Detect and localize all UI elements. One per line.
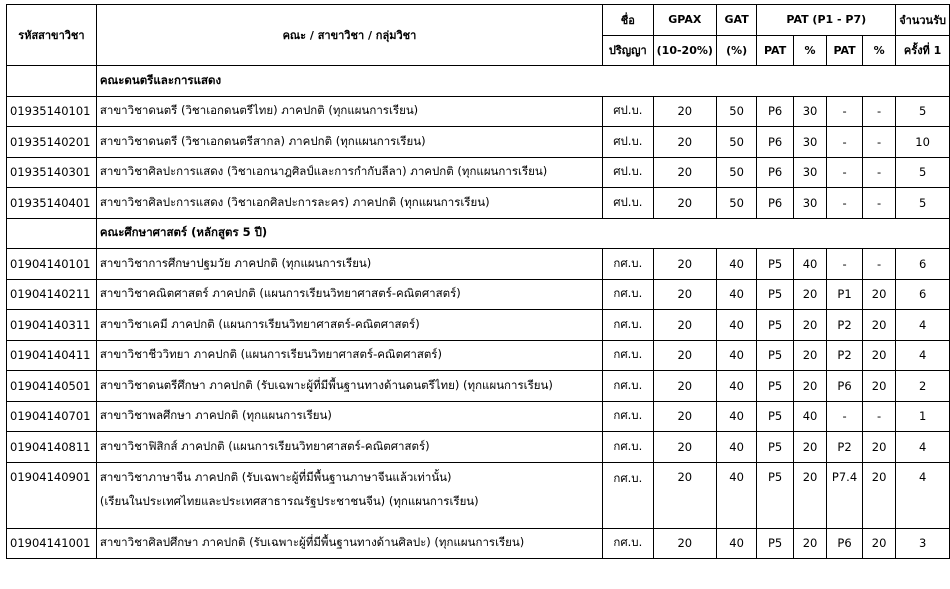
program-code: 01904140501 [7,371,97,402]
degree: กศ.บ. [603,401,654,432]
pat2-percent: - [862,401,895,432]
table-row [7,157,950,188]
degree: กศ.บ. [603,528,654,559]
gpax: 20 [653,96,716,127]
header-gat-top: GAT [716,5,756,36]
pat2-percent: 20 [862,462,895,528]
gat: 50 [716,96,756,127]
seats: 3 [896,528,950,559]
pat1-percent: 30 [793,188,826,219]
degree: กศ.บ. [603,340,654,371]
gpax: 20 [653,340,716,371]
pat2: - [827,188,863,219]
gpax: 20 [653,462,716,528]
gat: 50 [716,188,756,219]
program-code: 01935140401 [7,188,97,219]
gat: 40 [716,462,756,528]
program-name: สาขาวิชาชีววิทยา ภาคปกติ (แผนการเรียนวิทยาศาสตร์-คณิตศาสตร์) [96,340,602,371]
program-name-line1: สาขาวิชาภาษาจีน ภาคปกติ (รับเฉพาะผู้ที่มีพื้นฐานภาษาจีนแล้วเท่านั้น) [99,469,452,484]
seats: 2 [896,371,950,402]
program-name: สาขาวิชาศิลปะการแสดง (วิชาเอกศิลปะการละคร) ภาคปกติ (ทุกแผนการเรียน) [96,188,602,219]
gpax: 20 [653,528,716,559]
header-faculty: คณะ / สาขาวิชา / กลุ่มวิชา [96,5,602,66]
pat1: P5 [757,279,794,310]
header-gat-bottom: (%) [716,35,756,66]
pat1: P6 [757,188,794,219]
header-pat2: PAT [827,35,863,66]
table-row [7,401,950,432]
program-name [96,462,602,528]
section-spacer [7,66,97,97]
gat: 40 [716,432,756,463]
section-spacer [7,218,97,249]
pat1: P5 [757,340,794,371]
pat2: P7.4 [827,462,863,528]
program-code: 01904140411 [7,340,97,371]
table-row [7,462,950,528]
program-code: 01904140211 [7,279,97,310]
section-title: คณะศึกษาศาสตร์ (หลักสูตร 5 ปี) [96,218,949,249]
degree: กศ.บ. [603,249,654,280]
pat1: P6 [757,96,794,127]
pat1: P6 [757,127,794,158]
pat1-percent: 30 [793,157,826,188]
section-row [7,66,950,97]
program-name: สาขาวิชาดนตรีศึกษา ภาคปกติ (รับเฉพาะผู้ที่มีพื้นฐานทางด้านดนตรีไทย) (ทุกแผนการเรียน) [96,371,602,402]
program-name-line2: (เรียนในประเทศไทยและประเทศสาธารณรัฐประชาชนจีน) (ทุกแผนการเรียน) [99,493,479,508]
pat1-percent: 20 [793,371,826,402]
program-name: สาขาวิชาดนตรี (วิชาเอกดนตรีสากล) ภาคปกติ (ทุกแผนการเรียน) [96,127,602,158]
header-pct2: % [862,35,895,66]
program-name: สาขาวิชาเคมี ภาคปกติ (แผนการเรียนวิทยาศาสตร์-คณิตศาสตร์) [96,310,602,341]
gat: 40 [716,310,756,341]
pat2: - [827,249,863,280]
degree: กศ.บ. [603,279,654,310]
seats: 6 [896,279,950,310]
gpax: 20 [653,279,716,310]
gat: 50 [716,157,756,188]
program-code: 01904140811 [7,432,97,463]
table-row [7,127,950,158]
table-row [7,371,950,402]
gat: 40 [716,528,756,559]
gpax: 20 [653,432,716,463]
program-code: 01904140101 [7,249,97,280]
gpax: 20 [653,249,716,280]
seats: 4 [896,340,950,371]
pat2-percent: - [862,249,895,280]
table-row [7,188,950,219]
table-row [7,340,950,371]
table-row [7,96,950,127]
pat1: P5 [757,249,794,280]
pat2: - [827,157,863,188]
degree: ศป.บ. [603,127,654,158]
seats: 6 [896,249,950,280]
table-row [7,249,950,280]
pat1-percent: 20 [793,340,826,371]
table-row [7,528,950,559]
pat2-percent: 20 [862,279,895,310]
pat1: P6 [757,157,794,188]
pat2: - [827,401,863,432]
program-code: 01935140101 [7,96,97,127]
table-row [7,310,950,341]
pat1-percent: 40 [793,249,826,280]
pat2: P6 [827,371,863,402]
pat1: P5 [757,371,794,402]
section-title: คณะดนตรีและการแสดง [96,66,949,97]
program-name: สาขาวิชาดนตรี (วิชาเอกดนตรีไทย) ภาคปกติ (ทุกแผนการเรียน) [96,96,602,127]
pat1: P5 [757,462,794,528]
degree: กศ.บ. [603,310,654,341]
program-code: 01904140701 [7,401,97,432]
pat2-percent: 20 [862,310,895,341]
seats: 4 [896,310,950,341]
section-row [7,218,950,249]
seats: 1 [896,401,950,432]
seats: 5 [896,188,950,219]
program-name: สาขาวิชาฟิสิกส์ ภาคปกติ (แผนการเรียนวิทยาศาสตร์-คณิตศาสตร์) [96,432,602,463]
admission-table [6,4,950,559]
header-seats-bottom: ครั้งที่ 1 [896,35,950,66]
program-code: 01904140901 [7,462,97,528]
seats: 4 [896,432,950,463]
degree: กศ.บ. [603,432,654,463]
pat1-percent: 40 [793,401,826,432]
header-gpax-top: GPAX [653,5,716,36]
pat2: P1 [827,279,863,310]
pat1-percent: 30 [793,127,826,158]
header-code: รหัสสาขาวิชา [7,5,97,66]
pat2-percent: - [862,127,895,158]
gpax: 20 [653,188,716,219]
gpax: 20 [653,127,716,158]
header-gpax-bottom: (10-20%) [653,35,716,66]
degree: ศป.บ. [603,96,654,127]
degree: กศ.บ. [603,371,654,402]
seats: 4 [896,462,950,528]
pat1-percent: 20 [793,432,826,463]
gat: 40 [716,279,756,310]
pat2: P2 [827,432,863,463]
pat1-percent: 20 [793,279,826,310]
program-code: 01904141001 [7,528,97,559]
pat2: P2 [827,340,863,371]
table-row [7,432,950,463]
seats: 10 [896,127,950,158]
pat1: P5 [757,432,794,463]
gpax: 20 [653,371,716,402]
pat2-percent: 20 [862,528,895,559]
pat2-percent: - [862,188,895,219]
header-degree-top: ชื่อ [603,5,654,36]
pat2: P6 [827,528,863,559]
gat: 40 [716,249,756,280]
pat1: P5 [757,310,794,341]
pat1-percent: 30 [793,96,826,127]
seats: 5 [896,96,950,127]
program-code: 01935140301 [7,157,97,188]
program-code: 01904140311 [7,310,97,341]
gat: 50 [716,127,756,158]
gpax: 20 [653,310,716,341]
pat2-percent: 20 [862,340,895,371]
program-name: สาขาวิชาการศึกษาปฐมวัย ภาคปกติ (ทุกแผนการเรียน) [96,249,602,280]
header-seats-top: จำนวนรับ [896,5,950,36]
pat2: - [827,96,863,127]
pat2-percent: 20 [862,371,895,402]
gat: 40 [716,371,756,402]
degree: กศ.บ. [603,462,654,528]
pat1: P5 [757,528,794,559]
header-pat-group: PAT (P1 - P7) [757,5,896,36]
header-pct1: % [793,35,826,66]
gat: 40 [716,401,756,432]
header-pat1: PAT [757,35,794,66]
pat1: P5 [757,401,794,432]
gat: 40 [716,340,756,371]
program-name: สาขาวิชาศิลปศึกษา ภาคปกติ (รับเฉพาะผู้ที่มีพื้นฐานทางด้านศิลปะ) (ทุกแผนการเรียน) [96,528,602,559]
pat2: - [827,127,863,158]
pat1-percent: 20 [793,462,826,528]
degree: ศป.บ. [603,157,654,188]
pat2: P2 [827,310,863,341]
gpax: 20 [653,401,716,432]
pat2-percent: 20 [862,432,895,463]
seats: 5 [896,157,950,188]
pat2-percent: - [862,157,895,188]
header-degree-bottom: ปริญญา [603,35,654,66]
pat2-percent: - [862,96,895,127]
program-code: 01935140201 [7,127,97,158]
table-row [7,279,950,310]
pat1-percent: 20 [793,528,826,559]
pat1-percent: 20 [793,310,826,341]
program-name: สาขาวิชาพลศึกษา ภาคปกติ (ทุกแผนการเรียน) [96,401,602,432]
program-name: สาขาวิชาศิลปะการแสดง (วิชาเอกนาฎศิลป์และการกำกับลีลา) ภาคปกติ (ทุกแผนการเรียน) [96,157,602,188]
program-name: สาขาวิชาคณิตศาสตร์ ภาคปกติ (แผนการเรียนวิทยาศาสตร์-คณิตศาสตร์) [96,279,602,310]
gpax: 20 [653,157,716,188]
degree: ศป.บ. [603,188,654,219]
